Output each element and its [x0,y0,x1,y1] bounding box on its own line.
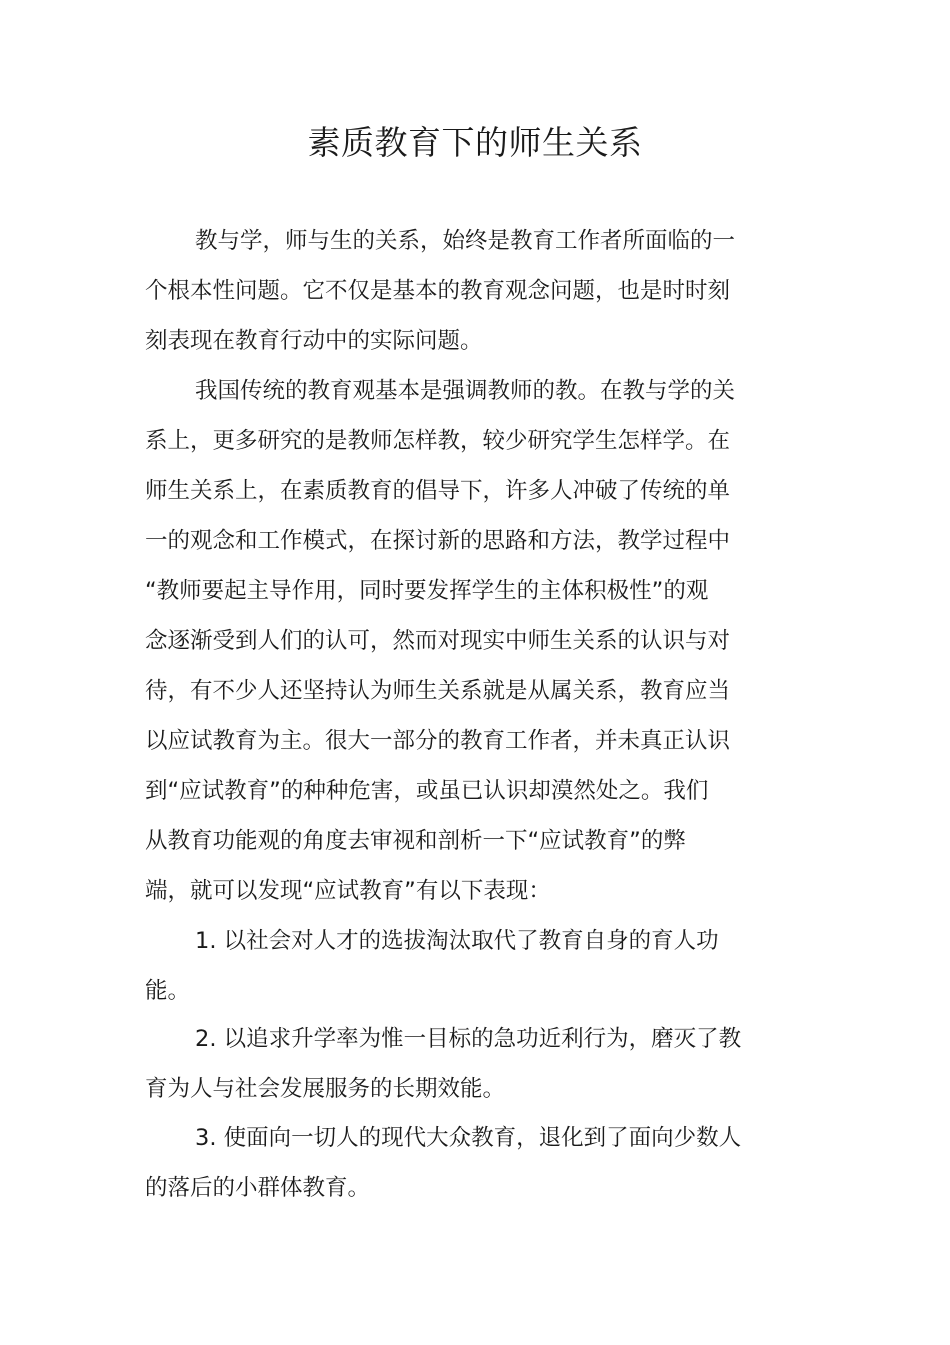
paragraph-list-item-1 [145,916,755,1016]
paragraph-line: 2. 以追求升学率为惟一目标的急功近利行为，磨灭了教 [195,1026,742,1052]
paragraph-line: “教师要起主导作用，同时要发挥学生的主体积极性”的观 [145,578,709,604]
paragraph-line: 我国传统的教育观基本是强调教师的教。在教与学的关 [195,378,736,404]
paragraph-line: 端，就可以发现“应试教育”有以下表现： [145,878,551,904]
paragraph-line: 育为人与社会发展服务的长期效能。 [145,1076,506,1102]
paragraph-line: 到“应试教育”的种种危害，或虽已认识却漠然处之。我们 [145,778,709,804]
paragraph-line: 师生关系上，在素质教育的倡导下，许多人冲破了传统的单 [145,478,731,504]
paragraph-line: 待，有不少人还坚持认为师生关系就是从属关系，教育应当 [145,678,731,704]
paragraph-line: 以应试教育为主。很大一部分的教育工作者，并未真正认识 [145,728,731,754]
paragraph-line: 个根本性问题。它不仅是基本的教育观念问题，也是时时刻 [145,278,731,304]
paragraph-line: 的落后的小群体教育。 [145,1175,371,1201]
paragraph-2 [145,366,755,916]
paragraph-line: 1. 以社会对人才的选拔淘汰取代了教育自身的育人功 [195,928,719,954]
paragraph-line: 能。 [145,978,191,1004]
document-title: 素质教育下的师生关系 [307,123,643,162]
paragraph-line: 一的观念和工作模式，在探讨新的思路和方法，教学过程中 [145,528,731,554]
paragraph-list-item-2 [145,1014,755,1114]
paragraph-list-item-3 [145,1113,755,1213]
paragraph-line: 刻表现在教育行动中的实际问题。 [145,328,483,354]
paragraph-line: 念逐渐受到人们的认可，然而对现实中师生关系的认识与对 [145,628,731,654]
paragraph-1 [145,216,755,366]
paragraph-line: 3. 使面向一切人的现代大众教育，退化到了面向少数人 [195,1125,742,1151]
paragraph-line: 教与学，师与生的关系，始终是教育工作者所面临的一 [195,228,736,254]
paragraph-line: 系上，更多研究的是教师怎样教，较少研究学生怎样学。在 [145,428,731,454]
paragraph-line: 从教育功能观的角度去审视和剖析一下“应试教育”的弊 [145,828,686,854]
